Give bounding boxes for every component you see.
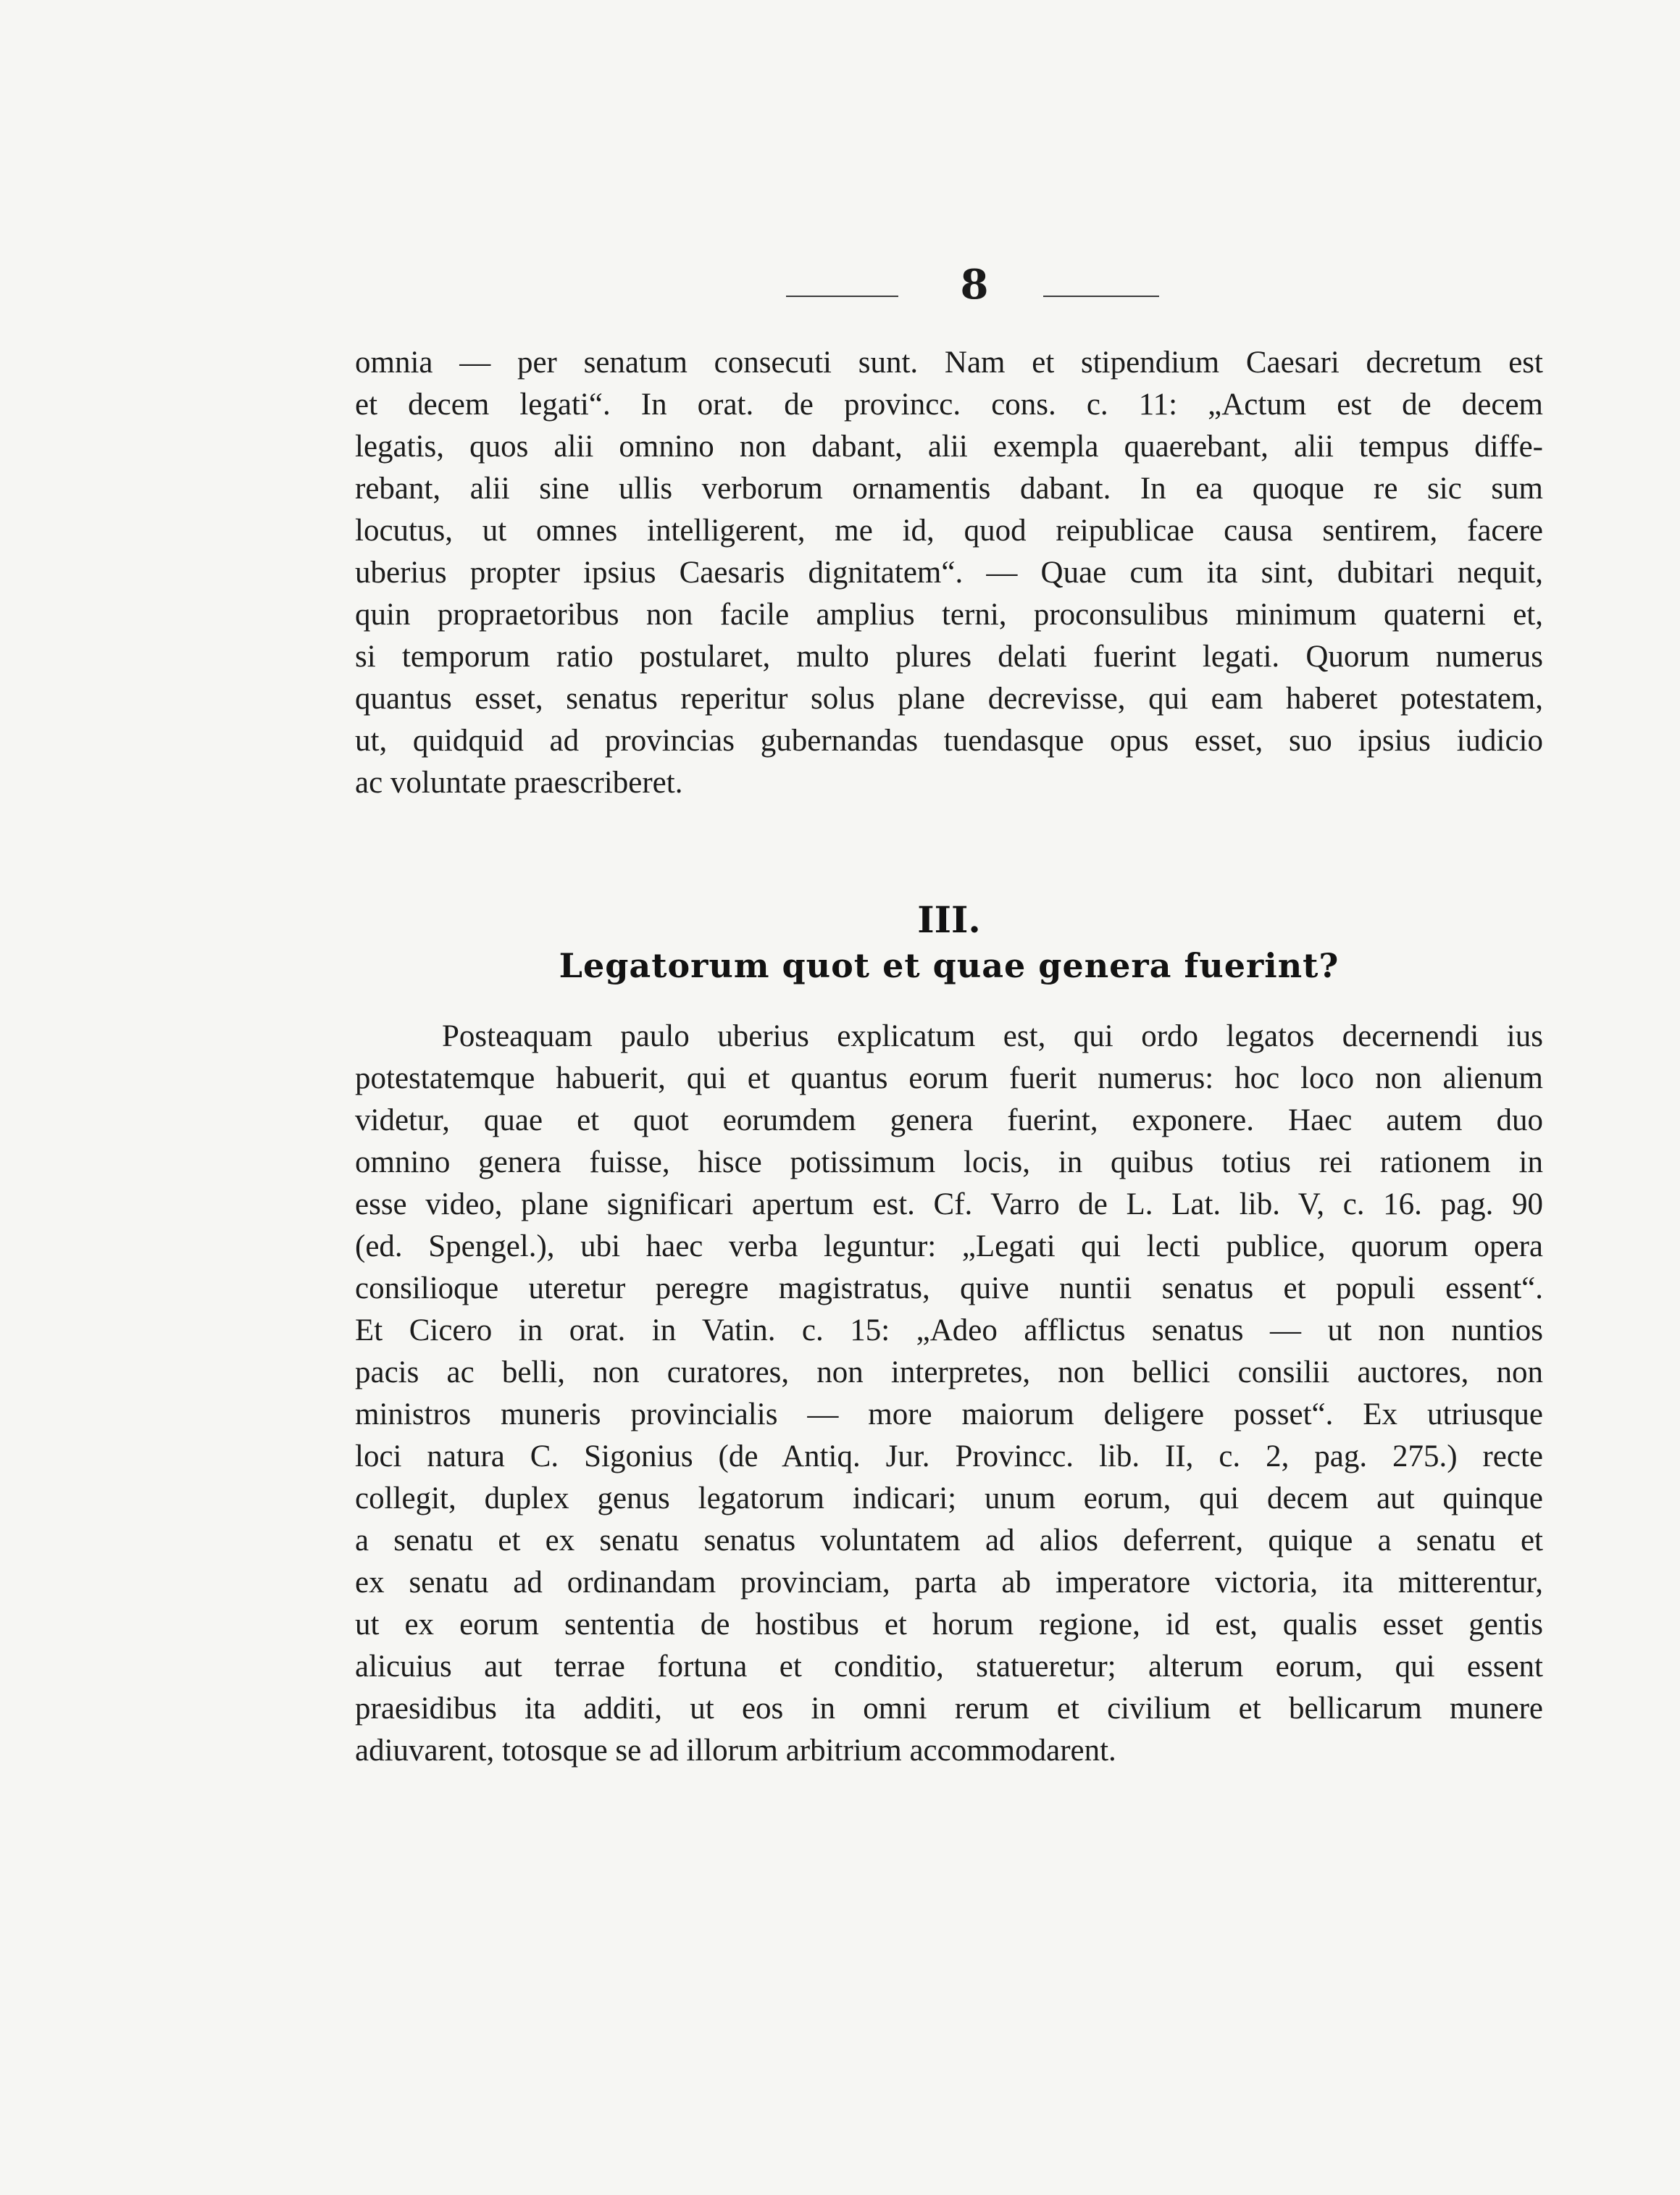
header-rule-right — [1043, 296, 1159, 297]
header-rule-left — [786, 296, 898, 297]
paragraph-1-line-7: quin propraetoribus non facile amplius terni, proconsulibus minimum quaterni et, — [355, 598, 1543, 632]
paragraph-1-line-2: et decem legati“. In orat. de provincc. cons. c. 11: „Actum est de decem — [355, 388, 1543, 422]
paragraph-1-line-11: ac voluntate praescriberet. — [355, 766, 683, 800]
paragraph-2-line-17: praesidibus ita additi, ut eos in omni rerum et civilium et bellicarum munere — [355, 1692, 1543, 1726]
paragraph-1-line-1: omnia — per senatum consecuti sunt. Nam et stipendium Caesari decretum est — [355, 346, 1543, 380]
paragraph-1-line-6: uberius propter ipsius Caesaris dignitatem“. — Quae cum ita sint, dubitari nequit, — [355, 556, 1543, 590]
paragraph-1-line-3: legatis, quos alii omnino non dabant, alii exempla quaerebant, alii tempus diffe- — [355, 430, 1543, 464]
paragraph-2-line-5: esse video, plane significari apertum est. Cf. Varro de L. Lat. lib. V, c. 16. pag. 90 — [355, 1187, 1543, 1221]
paragraph-1-line-5: locutus, ut omnes intelligerent, me id, quod reipublicae causa sentirem, facere — [355, 514, 1543, 548]
section-title: Legatorum quot et quae genera fuerint? — [559, 946, 1340, 985]
paragraph-2-line-12: collegit, duplex genus legatorum indicari; unum eorum, qui decem aut quinque — [355, 1481, 1543, 1515]
paragraph-1-line-9: quantus esset, senatus reperitur solus plane decrevisse, qui eam haberet potestatem, — [355, 682, 1543, 716]
paragraph-1 — [355, 342, 1543, 804]
section-number: III. — [917, 898, 981, 941]
paragraph-2-line-14: ex senatu ad ordinandam provinciam, parta ab imperatore victoria, ita mitterentur, — [355, 1565, 1543, 1600]
paragraph-2-line-6: (ed. Spengel.), ubi haec verba leguntur: „Legati qui lecti publice, quorum opera — [355, 1229, 1543, 1263]
paragraph-2-line-1: Posteaquam paulo uberius explicatum est, qui ordo legatos decernendi ius — [442, 1019, 1543, 1053]
paragraph-2-line-8: Et Cicero in orat. in Vatin. c. 15: „Adeo afflictus senatus — ut non nuntios — [355, 1313, 1543, 1347]
paragraph-2-line-10: ministros muneris provincialis — more maiorum deligere posset“. Ex utriusque — [355, 1397, 1543, 1431]
page-header — [753, 261, 1159, 326]
paragraph-2-line-18: adiuvarent, totosque se ad illorum arbitrium accommodarent. — [355, 1734, 1116, 1768]
paragraph-2-line-16: alicuius aut terrae fortuna et conditio, statueretur; alterum eorum, qui essent — [355, 1650, 1543, 1684]
paragraph-1-line-4: rebant, alii sine ullis verborum ornamentis dabant. In ea quoque re sic sum — [355, 472, 1543, 506]
paragraph-2 — [355, 1016, 1543, 1772]
paragraph-1-line-10: ut, quidquid ad provincias gubernandas tuendasque opus esset, suo ipsius iudicio — [355, 724, 1543, 758]
paragraph-2-line-9: pacis ac belli, non curatores, non interpretes, non bellici consilii auctores, non — [355, 1355, 1543, 1389]
paragraph-2-line-3: videtur, quae et quot eorumdem genera fuerint, exponere. Haec autem duo — [355, 1103, 1543, 1137]
paragraph-2-line-2: potestatemque habuerit, qui et quantus eorum fuerit numerus: hoc loco non alienum — [355, 1061, 1543, 1095]
paragraph-2-line-7: consilioque uteretur peregre magistratus, quive nuntii senatus et populi essent“. — [355, 1271, 1543, 1305]
page-number: 8 — [960, 261, 989, 309]
paragraph-1-line-8: si temporum ratio postularet, multo plures delati fuerint legati. Quorum numerus — [355, 640, 1543, 674]
paragraph-2-line-15: ut ex eorum sententia de hostibus et horum regione, id est, qualis esset gentis — [355, 1607, 1543, 1642]
paragraph-2-line-11: loci natura C. Sigonius (de Antiq. Jur. Provincc. lib. II, c. 2, pag. 275.) recte — [355, 1439, 1543, 1473]
paragraph-2-line-13: a senatu et ex senatu senatus voluntatem ad alios deferrent, quique a senatu et — [355, 1523, 1543, 1558]
paragraph-2-line-4: omnino genera fuisse, hisce potissimum locis, in quibus totius rei rationem in — [355, 1145, 1543, 1179]
